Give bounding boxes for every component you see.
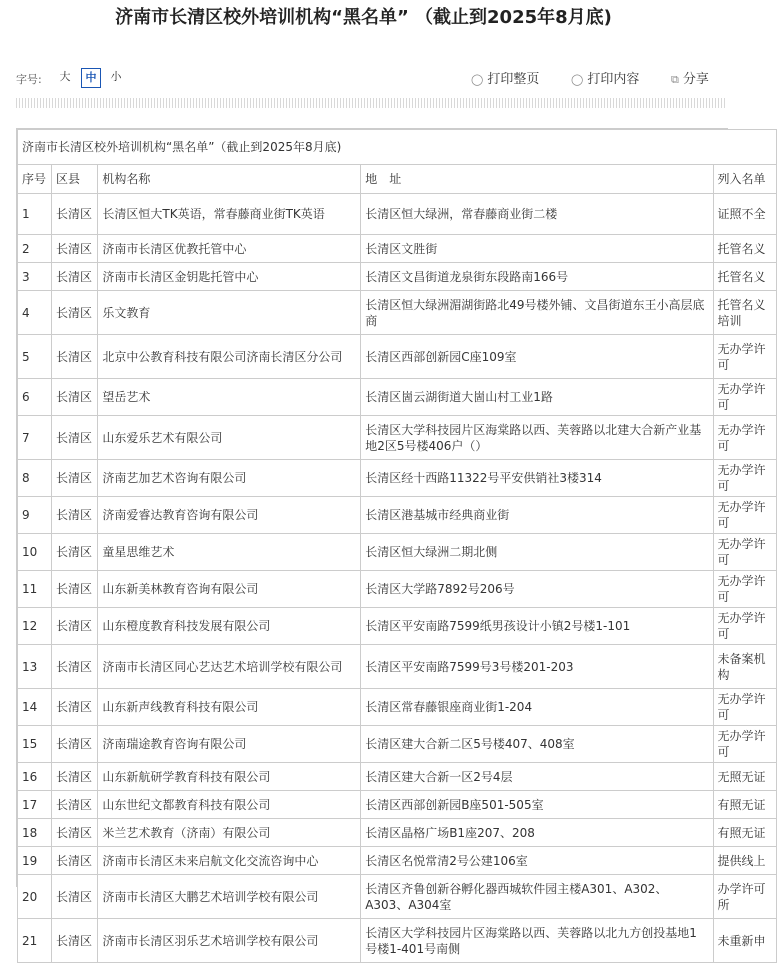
- cell-org-name: 济南市长清区未来启航文化交流咨询中心: [98, 847, 361, 875]
- cell-index: 12: [18, 608, 52, 645]
- print-page-button[interactable]: ◯ 打印整页: [471, 72, 540, 87]
- share-icon: ⧉: [671, 73, 679, 86]
- cell-address: 长清区恒大绿洲湄湖街路北49号楼外铺、文昌街道东王小高层底商: [361, 291, 713, 335]
- header-listed-reason: 列入名单: [713, 165, 777, 194]
- cell-listed-reason: 无办学许可: [713, 335, 777, 379]
- cell-index: 5: [18, 335, 52, 379]
- cell-index: 18: [18, 819, 52, 847]
- cell-org-name: 济南艺加艺术咨询有限公司: [98, 460, 361, 497]
- blacklist-table-container: [16, 128, 766, 956]
- cell-listed-reason: 托管名义: [713, 235, 777, 263]
- cell-district: 长清区: [51, 571, 97, 608]
- table-row: [18, 497, 777, 534]
- table-row: [18, 645, 777, 689]
- cell-listed-reason: 提供线上: [713, 847, 777, 875]
- table-row: [18, 379, 777, 416]
- cell-address: 长清区名悦常清2号公建106室: [361, 847, 713, 875]
- cell-listed-reason: 无办学许可: [713, 726, 777, 763]
- cell-index: 3: [18, 263, 52, 291]
- table-header-row: [18, 165, 777, 194]
- cell-index: 19: [18, 847, 52, 875]
- font-size-medium-button[interactable]: 中: [81, 68, 101, 88]
- cell-org-name: 山东新声线教育科技有限公司: [98, 689, 361, 726]
- cell-address: 长清区港基城市经典商业街: [361, 497, 713, 534]
- printer-icon: ◯: [571, 73, 584, 86]
- cell-org-name: 济南爱睿达教育咨询有限公司: [98, 497, 361, 534]
- cell-listed-reason: 托管名义培训: [713, 291, 777, 335]
- table-row: [18, 335, 777, 379]
- cell-district: 长清区: [51, 263, 97, 291]
- cell-district: 长清区: [51, 235, 97, 263]
- cell-district: 长清区: [51, 534, 97, 571]
- cell-org-name: 乐文教育: [98, 291, 361, 335]
- cell-org-name: 济南市长清区金钥匙托管中心: [98, 263, 361, 291]
- cell-district: 长清区: [51, 919, 97, 963]
- table-row: [18, 571, 777, 608]
- cell-org-name: 望岳艺术: [98, 379, 361, 416]
- cell-listed-reason: 未备案机构: [713, 645, 777, 689]
- cell-address: 长清区大学科技园片区海棠路以西、芙蓉路以北九方创投基地1号楼1-401号南侧: [361, 919, 713, 963]
- cell-listed-reason: 有照无证: [713, 791, 777, 819]
- font-size-large-button[interactable]: 大: [59, 70, 71, 83]
- table-row: [18, 847, 777, 875]
- cell-address: 长清区经十西路11322号平安供销社3楼314: [361, 460, 713, 497]
- cell-listed-reason: 证照不全: [713, 194, 777, 235]
- table-row: [18, 263, 777, 291]
- cell-listed-reason: 托管名义: [713, 263, 777, 291]
- share-button[interactable]: ⧉ 分享: [671, 72, 709, 87]
- table-row: [18, 194, 777, 235]
- cell-address: 长清区建大合新二区5号楼407、408室: [361, 726, 713, 763]
- cell-index: 16: [18, 763, 52, 791]
- header-index: 序号: [18, 165, 52, 194]
- table-row: [18, 689, 777, 726]
- table-row: [18, 608, 777, 645]
- cell-address: 长清区西部创新园C座109室: [361, 335, 713, 379]
- cell-index: 6: [18, 379, 52, 416]
- cell-org-name: 山东新美林教育咨询有限公司: [98, 571, 361, 608]
- cell-index: 7: [18, 416, 52, 460]
- cell-district: 长清区: [51, 875, 97, 919]
- cell-address: 长清区平安南路7599号3号楼201-203: [361, 645, 713, 689]
- blacklist-table: [17, 129, 777, 963]
- cell-address: 长清区文昌街道龙泉街东段路南166号: [361, 263, 713, 291]
- cell-district: 长清区: [51, 416, 97, 460]
- cell-address: 长清区文胜街: [361, 235, 713, 263]
- cell-index: 14: [18, 689, 52, 726]
- cell-index: 15: [18, 726, 52, 763]
- cell-listed-reason: 无办学许可: [713, 460, 777, 497]
- table-row: [18, 534, 777, 571]
- cell-listed-reason: 无办学许可: [713, 534, 777, 571]
- cell-index: 4: [18, 291, 52, 335]
- cell-district: 长清区: [51, 379, 97, 416]
- table-row: [18, 460, 777, 497]
- table-row: [18, 791, 777, 819]
- print-content-button[interactable]: ◯ 打印内容: [571, 72, 640, 87]
- cell-org-name: 济南市长清区同心艺达艺术培训学校有限公司: [98, 645, 361, 689]
- cell-address: 长清区平安南路7599纸男孩设计小镇2号楼1-101: [361, 608, 713, 645]
- cell-listed-reason: 无办学许可: [713, 379, 777, 416]
- cell-address: 长清区建大合新一区2号4层: [361, 763, 713, 791]
- cell-org-name: 北京中公教育科技有限公司济南长清区分公司: [98, 335, 361, 379]
- cell-address: 长清区大学路7892号206号: [361, 571, 713, 608]
- cell-index: 21: [18, 919, 52, 963]
- cell-listed-reason: 无办学许可: [713, 497, 777, 534]
- cell-listed-reason: 无照无证: [713, 763, 777, 791]
- cell-district: 长清区: [51, 497, 97, 534]
- cell-address: 长清区恒大绿洲，常春藤商业街二楼: [361, 194, 713, 235]
- table-row: [18, 875, 777, 919]
- cell-address: 长清区恒大绿洲二期北侧: [361, 534, 713, 571]
- cell-district: 长清区: [51, 460, 97, 497]
- cell-address: 长清区晶格广场B1座207、208: [361, 819, 713, 847]
- cell-org-name: 济南瑞途教育咨询有限公司: [98, 726, 361, 763]
- cell-listed-reason: 无办学许可: [713, 608, 777, 645]
- cell-district: 长清区: [51, 608, 97, 645]
- header-district: 区县: [51, 165, 97, 194]
- cell-address: 长清区大学科技园片区海棠路以西、芙蓉路以北建大合新产业基地2区5号楼406户（）: [361, 416, 713, 460]
- cell-district: 长清区: [51, 194, 97, 235]
- cell-org-name: 山东爱乐艺术有限公司: [98, 416, 361, 460]
- cell-index: 11: [18, 571, 52, 608]
- cell-org-name: 山东橙度教育科技发展有限公司: [98, 608, 361, 645]
- cell-org-name: 童星思维艺术: [98, 534, 361, 571]
- cell-district: 长清区: [51, 726, 97, 763]
- printer-icon: ◯: [471, 73, 484, 86]
- cell-district: 长清区: [51, 689, 97, 726]
- cell-district: 长清区: [51, 335, 97, 379]
- divider-stripe: [16, 98, 727, 108]
- cell-address: 长清区齐鲁创新谷孵化器西城软件园主楼A301、A302、A303、A304室: [361, 875, 713, 919]
- cell-district: 长清区: [51, 763, 97, 791]
- cell-district: 长清区: [51, 645, 97, 689]
- header-address: 地 址: [361, 165, 713, 194]
- cell-district: 长清区: [51, 819, 97, 847]
- table-row: [18, 819, 777, 847]
- cell-district: 长清区: [51, 291, 97, 335]
- cell-listed-reason: 有照无证: [713, 819, 777, 847]
- cell-index: 20: [18, 875, 52, 919]
- cell-address: 长清区常春藤银座商业街1-204: [361, 689, 713, 726]
- table-row: [18, 919, 777, 963]
- cell-district: 长清区: [51, 847, 97, 875]
- cell-listed-reason: 办学许可所: [713, 875, 777, 919]
- table-row: [18, 235, 777, 263]
- font-size-small-button[interactable]: 小: [110, 70, 122, 83]
- cell-org-name: 山东新航研学教育科技有限公司: [98, 763, 361, 791]
- cell-index: 1: [18, 194, 52, 235]
- cell-address: 长清区崮云湖街道大崮山村工业1路: [361, 379, 713, 416]
- table-row: [18, 416, 777, 460]
- cell-listed-reason: 无办学许可: [713, 571, 777, 608]
- cell-index: 9: [18, 497, 52, 534]
- toolbar: [0, 64, 727, 90]
- cell-org-name: 济南市长清区优教托管中心: [98, 235, 361, 263]
- cell-index: 13: [18, 645, 52, 689]
- cell-listed-reason: 无办学许可: [713, 689, 777, 726]
- cell-org-name: 米兰艺术教育（济南）有限公司: [98, 819, 361, 847]
- font-size-label: 字号:: [16, 73, 42, 86]
- table-row: [18, 291, 777, 335]
- table-caption: 济南市长清区校外培训机构“黑名单”（截止到2025年8月底): [18, 130, 777, 165]
- table-row: [18, 763, 777, 791]
- cell-index: 10: [18, 534, 52, 571]
- cell-index: 8: [18, 460, 52, 497]
- cell-district: 长清区: [51, 791, 97, 819]
- cell-org-name: 长清区恒大TK英语，常春藤商业街TK英语: [98, 194, 361, 235]
- cell-listed-reason: 无办学许可: [713, 416, 777, 460]
- cell-index: 2: [18, 235, 52, 263]
- cell-index: 17: [18, 791, 52, 819]
- header-org-name: 机构名称: [98, 165, 361, 194]
- cell-org-name: 济南市长清区大鹏艺术培训学校有限公司: [98, 875, 361, 919]
- cell-org-name: 山东世纪文都教育科技有限公司: [98, 791, 361, 819]
- cell-address: 长清区西部创新园B座501-505室: [361, 791, 713, 819]
- cell-org-name: 济南市长清区羽乐艺术培训学校有限公司: [98, 919, 361, 963]
- page-title: 济南市长清区校外培训机构“黑名单” （截止到2025年8月底): [115, 7, 612, 28]
- table-row: [18, 726, 777, 763]
- cell-listed-reason: 未重新申: [713, 919, 777, 963]
